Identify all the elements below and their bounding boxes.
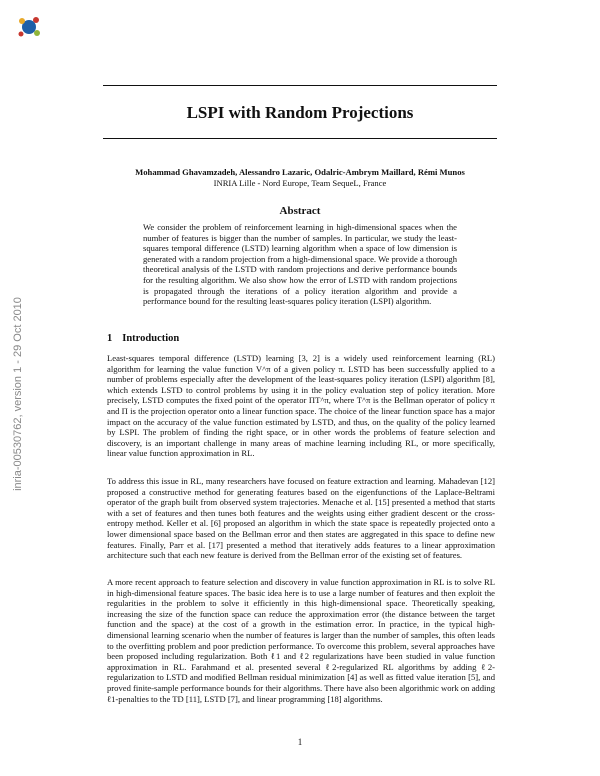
title-rule-bottom: [103, 138, 497, 139]
section-title: Introduction: [122, 333, 180, 344]
paragraph: To address this issue in RL, many researchers have focused on feature extraction and learning. Mahadevan [12] proposed a constructive method for generating features based on the eigenfunctions of the Laplace-Beltrami operator of the graph built from observed system trajectories. Menache et al. [15] presented a method that starts with a set of features and then tunes both features and the weights using either gradient descent or the cross-entropy method. Keller et al. [6] proposed an algorithm in which the state space is repeatedly projected onto a lower dimensional space based on the Bellman error and then states are aggregated in this space to define new features. Finally, Parr et al. [17] presented a method that iteratively adds features to a linear approximation architecture such that each new feature is derived from the Bellman error of the existing set of features.: [107, 476, 495, 561]
hal-archive-icon: [14, 12, 44, 42]
paragraph: Least-squares temporal difference (LSTD) learning [3, 2] is a widely used reinforcement learning (RL) algorithm for learning the value function V^π of a given policy π. LSTD has been successfully applied to a number of problems especially after the development of the least-squares policy iteration (LSPI) algorithm [8], which extends LSTD to control problems by using it in the policy evaluation step of policy iteration. More precisely, LSTD computes the fixed point of the operator ΠT^π, where T^π is the Bellman operator of policy π and Π is the projection operator onto a linear function space. The choice of the linear function space has a major impact on the accuracy of the value function estimated by LSTD, and thus, on the quality of the policy learned by LSPI. The problem of finding the right space, or in other words the problems of feature selection and discovery, is an important challenge in many areas of machine learning including RL, or more specifically, linear value function approximation in RL.: [107, 353, 495, 459]
paper-title: LSPI with Random Projections: [186, 103, 414, 122]
abstract-body: We consider the problem of reinforcement learning in high-dimensional spaces when the number of features is bigger than the number of samples. In particular, we study the least-squares temporal difference (LSTD) learning algorithm when a space of low dimension is generated with a random projection from a high-dimensional space. We provide a thorough theoretical analysis of the LSTD with random projections and derive performance bounds for the resulting algorithm. We also show how the error of LSTD with random projections is propagated through the iterations of a policy iteration algorithm and provide a performance bound for the resulting least-squares policy iteration (LSPI) algorithm.: [143, 222, 457, 307]
arxiv-sidebar-watermark: inria-00530762, version 1 - 29 Oct 2010: [12, 297, 24, 491]
authors: Mohammad Ghavamzadeh, Alessandro Lazaric, Odalric-Ambrym Maillard, Rémi Munos: [135, 167, 465, 177]
page-number: 1: [297, 737, 303, 747]
section-number: 1: [107, 333, 113, 344]
hal-logo: [14, 12, 44, 42]
title-rule-top: [103, 85, 497, 86]
affiliation: INRIA Lille - Nord Europe, Team SequeL, France: [213, 178, 387, 188]
abstract-heading: Abstract: [279, 205, 321, 217]
section-heading: [107, 333, 179, 344]
paragraph: A more recent approach to feature selection and discovery in value function approximation in RL is to solve RL in high-dimensional feature spaces. The basic idea here is to use a large number of features and then exploit the regularities in the problem to solve it efficiently in this high-dimensional space. Theoretically speaking, increasing the size of the function space can reduce the approximation error (the distance between the target function and the space) at the cost of a growth in the estimation error. In practice, in the typical high-dimensional learning scenario when the number of features is larger than the number of samples, this often leads to the overfitting problem and poor prediction performance. To overcome this problem, several approaches have been proposed including regularization. Both ℓ1 and ℓ2 regularizations have been studied in value function approximation in RL. Farahmand et al. presented several ℓ2-regularized RL algorithms by adding ℓ2-regularization to LSTD and modified Bellman residual minimization [4] as well as fitted value iteration [5], and proved finite-sample performance bounds for their algorithms. There have also been algorithmic work on adding ℓ1-penalties to the TD [11], LSTD [7], and linear programming [18] algorithms.: [107, 577, 495, 704]
